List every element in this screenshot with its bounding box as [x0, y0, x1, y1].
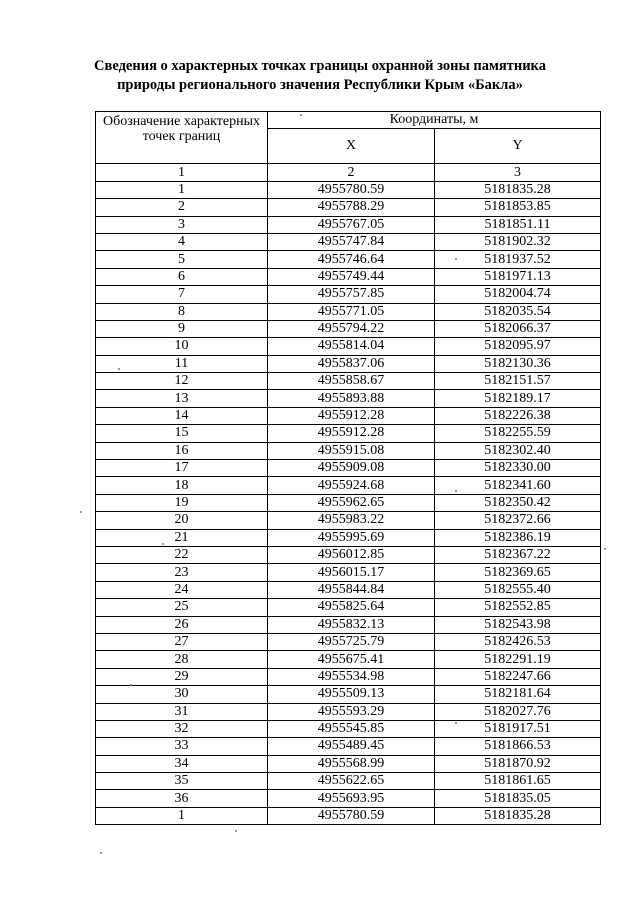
x-coordinate-cell: 4955509.13: [268, 686, 435, 703]
scan-speck: [130, 684, 132, 686]
point-number-cell: 13: [96, 390, 268, 407]
point-number-cell: 16: [96, 442, 268, 459]
column-number-3: 3: [435, 164, 601, 181]
y-coordinate-cell: 5182330.00: [435, 460, 601, 477]
y-coordinate-cell: 5182372.66: [435, 512, 601, 529]
y-coordinate-cell: 5182302.40: [435, 442, 601, 459]
table-row: [96, 390, 601, 407]
point-number-cell: 28: [96, 651, 268, 668]
point-number-cell: 20: [96, 512, 268, 529]
header-point-designation: Обозначение характерных точек границ: [96, 112, 268, 164]
table-row: [96, 425, 601, 442]
scan-speck: [455, 490, 457, 492]
scan-speck: [455, 722, 457, 724]
header-x: X: [268, 129, 435, 164]
point-number-cell: 35: [96, 773, 268, 790]
y-coordinate-cell: 5181853.85: [435, 199, 601, 216]
y-coordinate-cell: 5182552.85: [435, 599, 601, 616]
point-number-cell: 31: [96, 703, 268, 720]
title-line-2: природы регионального значения Республики Крым «Бакла»: [117, 77, 523, 93]
point-number-cell: 1: [96, 181, 268, 198]
x-coordinate-cell: 4955844.84: [268, 581, 435, 598]
point-number-cell: 19: [96, 494, 268, 511]
table-row: [96, 338, 601, 355]
y-coordinate-cell: 5182035.54: [435, 303, 601, 320]
point-number-cell: 11: [96, 355, 268, 372]
x-coordinate-cell: 4955912.28: [268, 425, 435, 442]
table-row: [96, 303, 601, 320]
table-row: [96, 668, 601, 685]
table-row: [96, 320, 601, 337]
y-coordinate-cell: 5182189.17: [435, 390, 601, 407]
y-coordinate-cell: 5182066.37: [435, 320, 601, 337]
x-coordinate-cell: 4956015.17: [268, 564, 435, 581]
table-row: [96, 755, 601, 772]
y-coordinate-cell: 5182247.66: [435, 668, 601, 685]
x-coordinate-cell: 4955767.05: [268, 216, 435, 233]
x-coordinate-cell: 4955725.79: [268, 633, 435, 650]
y-coordinate-cell: 5181917.51: [435, 720, 601, 737]
x-coordinate-cell: 4955757.85: [268, 286, 435, 303]
point-number-cell: 34: [96, 755, 268, 772]
table-row: [96, 477, 601, 494]
x-coordinate-cell: 4955858.67: [268, 373, 435, 390]
table-row: [96, 199, 601, 216]
point-number-cell: 6: [96, 268, 268, 285]
point-number-cell: 24: [96, 581, 268, 598]
y-coordinate-cell: 5182543.98: [435, 616, 601, 633]
y-coordinate-cell: 5182151.57: [435, 373, 601, 390]
coordinates-table: [95, 111, 601, 825]
point-number-cell: 36: [96, 790, 268, 807]
scan-speck: [235, 830, 237, 832]
x-coordinate-cell: 4955568.99: [268, 755, 435, 772]
y-coordinate-cell: 5182350.42: [435, 494, 601, 511]
x-coordinate-cell: 4955780.59: [268, 807, 435, 824]
y-coordinate-cell: 5182426.53: [435, 633, 601, 650]
point-number-cell: 1: [96, 807, 268, 824]
y-coordinate-cell: 5181870.92: [435, 755, 601, 772]
y-coordinate-cell: 5181866.53: [435, 738, 601, 755]
table-row: [96, 738, 601, 755]
table-row: [96, 546, 601, 563]
point-number-cell: 25: [96, 599, 268, 616]
y-coordinate-cell: 5182027.76: [435, 703, 601, 720]
header-y: Y: [435, 129, 601, 164]
point-number-cell: 21: [96, 529, 268, 546]
y-coordinate-cell: 5181971.13: [435, 268, 601, 285]
table-row: [96, 355, 601, 372]
point-number-cell: 27: [96, 633, 268, 650]
table-row: [96, 686, 601, 703]
y-coordinate-cell: 5182130.36: [435, 355, 601, 372]
point-number-cell: 26: [96, 616, 268, 633]
point-number-cell: 30: [96, 686, 268, 703]
table-row: [96, 286, 601, 303]
y-coordinate-cell: 5182367.22: [435, 546, 601, 563]
table-row: [96, 773, 601, 790]
y-coordinate-cell: 5182555.40: [435, 581, 601, 598]
table-header: [96, 112, 601, 182]
x-coordinate-cell: 4955825.64: [268, 599, 435, 616]
x-coordinate-cell: 4955593.29: [268, 703, 435, 720]
table-row: [96, 720, 601, 737]
point-number-cell: 10: [96, 338, 268, 355]
table-row: [96, 442, 601, 459]
x-coordinate-cell: 4955837.06: [268, 355, 435, 372]
x-coordinate-cell: 4955962.65: [268, 494, 435, 511]
point-number-cell: 4: [96, 233, 268, 250]
x-coordinate-cell: 4955788.29: [268, 199, 435, 216]
x-coordinate-cell: 4955749.44: [268, 268, 435, 285]
y-coordinate-cell: 5182255.59: [435, 425, 601, 442]
column-number-1: 1: [96, 164, 268, 181]
table-row: [96, 703, 601, 720]
y-coordinate-cell: 5182341.60: [435, 477, 601, 494]
table-row: [96, 373, 601, 390]
scan-speck: [80, 511, 82, 513]
x-coordinate-cell: 4955909.08: [268, 460, 435, 477]
x-coordinate-cell: 4955780.59: [268, 181, 435, 198]
point-number-cell: 32: [96, 720, 268, 737]
point-number-cell: 3: [96, 216, 268, 233]
y-coordinate-cell: 5182004.74: [435, 286, 601, 303]
x-coordinate-cell: 4955693.95: [268, 790, 435, 807]
x-coordinate-cell: 4955983.22: [268, 512, 435, 529]
point-number-cell: 29: [96, 668, 268, 685]
scan-speck: [100, 852, 102, 854]
y-coordinate-cell: 5181835.28: [435, 807, 601, 824]
point-number-cell: 17: [96, 460, 268, 477]
x-coordinate-cell: 4955915.08: [268, 442, 435, 459]
point-number-cell: 5: [96, 251, 268, 268]
y-coordinate-cell: 5182291.19: [435, 651, 601, 668]
x-coordinate-cell: 4956012.85: [268, 546, 435, 563]
scan-speck: [604, 548, 606, 550]
point-number-cell: 12: [96, 373, 268, 390]
point-number-cell: 23: [96, 564, 268, 581]
table-row: [96, 233, 601, 250]
y-coordinate-cell: 5181902.32: [435, 233, 601, 250]
point-number-cell: 8: [96, 303, 268, 320]
table-body: [96, 181, 601, 824]
y-coordinate-cell: 5182095.97: [435, 338, 601, 355]
title-line-1: Сведения о характерных точках границы охранной зоны памятника: [94, 58, 546, 74]
table-row: [96, 460, 601, 477]
table-row: [96, 633, 601, 650]
table-row: [96, 512, 601, 529]
y-coordinate-cell: 5181835.28: [435, 181, 601, 198]
y-coordinate-cell: 5182181.64: [435, 686, 601, 703]
x-coordinate-cell: 4955893.88: [268, 390, 435, 407]
y-coordinate-cell: 5181851.11: [435, 216, 601, 233]
point-number-cell: 22: [96, 546, 268, 563]
table-row: [96, 616, 601, 633]
y-coordinate-cell: 5182369.65: [435, 564, 601, 581]
x-coordinate-cell: 4955924.68: [268, 477, 435, 494]
x-coordinate-cell: 4955771.05: [268, 303, 435, 320]
table-row: [96, 599, 601, 616]
x-coordinate-cell: 4955534.98: [268, 668, 435, 685]
table-row: [96, 407, 601, 424]
point-number-cell: 18: [96, 477, 268, 494]
table-row: [96, 564, 601, 581]
table-row: [96, 251, 601, 268]
x-coordinate-cell: 4955995.69: [268, 529, 435, 546]
point-number-cell: 14: [96, 407, 268, 424]
x-coordinate-cell: 4955622.65: [268, 773, 435, 790]
table-row: [96, 494, 601, 511]
point-number-cell: 7: [96, 286, 268, 303]
point-number-cell: 33: [96, 738, 268, 755]
y-coordinate-cell: 5181937.52: [435, 251, 601, 268]
x-coordinate-cell: 4955489.45: [268, 738, 435, 755]
x-coordinate-cell: 4955794.22: [268, 320, 435, 337]
table-row: [96, 529, 601, 546]
document-title: [60, 57, 580, 95]
y-coordinate-cell: 5181861.65: [435, 773, 601, 790]
y-coordinate-cell: 5182386.19: [435, 529, 601, 546]
x-coordinate-cell: 4955912.28: [268, 407, 435, 424]
y-coordinate-cell: 5182226.38: [435, 407, 601, 424]
table-row: [96, 268, 601, 285]
point-number-cell: 15: [96, 425, 268, 442]
scan-speck: [300, 114, 302, 116]
point-number-cell: 2: [96, 199, 268, 216]
x-coordinate-cell: 4955675.41: [268, 651, 435, 668]
table-row: [96, 181, 601, 198]
scan-speck: [455, 258, 457, 260]
table-row: [96, 581, 601, 598]
scan-speck: [162, 543, 164, 545]
table-row: [96, 790, 601, 807]
table-row: [96, 651, 601, 668]
y-coordinate-cell: 5181835.05: [435, 790, 601, 807]
x-coordinate-cell: 4955832.13: [268, 616, 435, 633]
table-row: [96, 807, 601, 824]
point-number-cell: 9: [96, 320, 268, 337]
x-coordinate-cell: 4955746.64: [268, 251, 435, 268]
table-row: [96, 216, 601, 233]
scan-speck: [118, 368, 120, 370]
header-coordinates: Координаты, м: [268, 112, 601, 129]
x-coordinate-cell: 4955814.04: [268, 338, 435, 355]
x-coordinate-cell: 4955747.84: [268, 233, 435, 250]
column-number-2: 2: [268, 164, 435, 181]
x-coordinate-cell: 4955545.85: [268, 720, 435, 737]
